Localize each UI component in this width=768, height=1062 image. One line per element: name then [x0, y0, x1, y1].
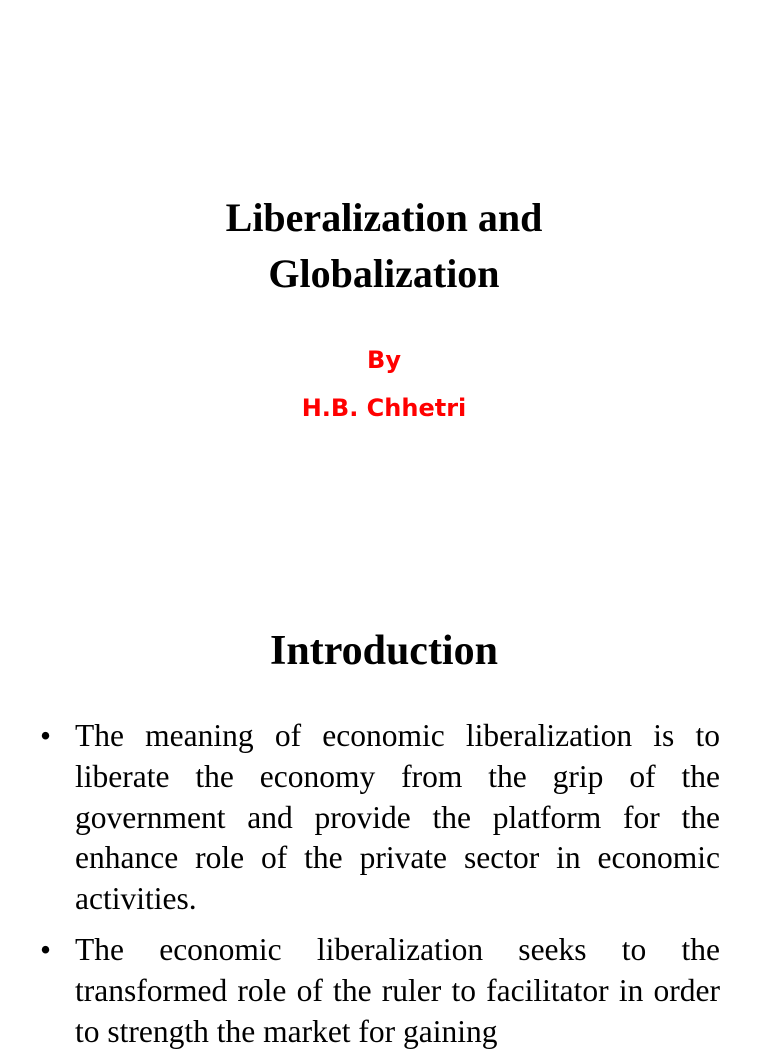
title-line-2: Globalization [268, 251, 500, 296]
bullet-text: The meaning of economic liberalization is to liberate the economy from the grip of the government and provide the platform for the enhance role of the private sector in economic activities. [75, 718, 720, 917]
section-heading: Introduction [270, 628, 498, 674]
byline [0, 336, 768, 432]
bullet-text: The economic liberalization seeks to the transformed role of the ruler to facilitator in order to strength the market for gaining [75, 931, 720, 1049]
bullet-icon: • [40, 931, 52, 967]
slide-title [0, 190, 768, 302]
title-line-1: Liberalization and [225, 195, 543, 240]
author-name: H.B. Chhetri [301, 394, 467, 422]
bullet-icon: • [40, 718, 52, 753]
bullet-item [0, 930, 768, 1052]
bullet-list [0, 716, 768, 1062]
by-label: By [367, 346, 401, 374]
bullet-item [0, 716, 768, 920]
